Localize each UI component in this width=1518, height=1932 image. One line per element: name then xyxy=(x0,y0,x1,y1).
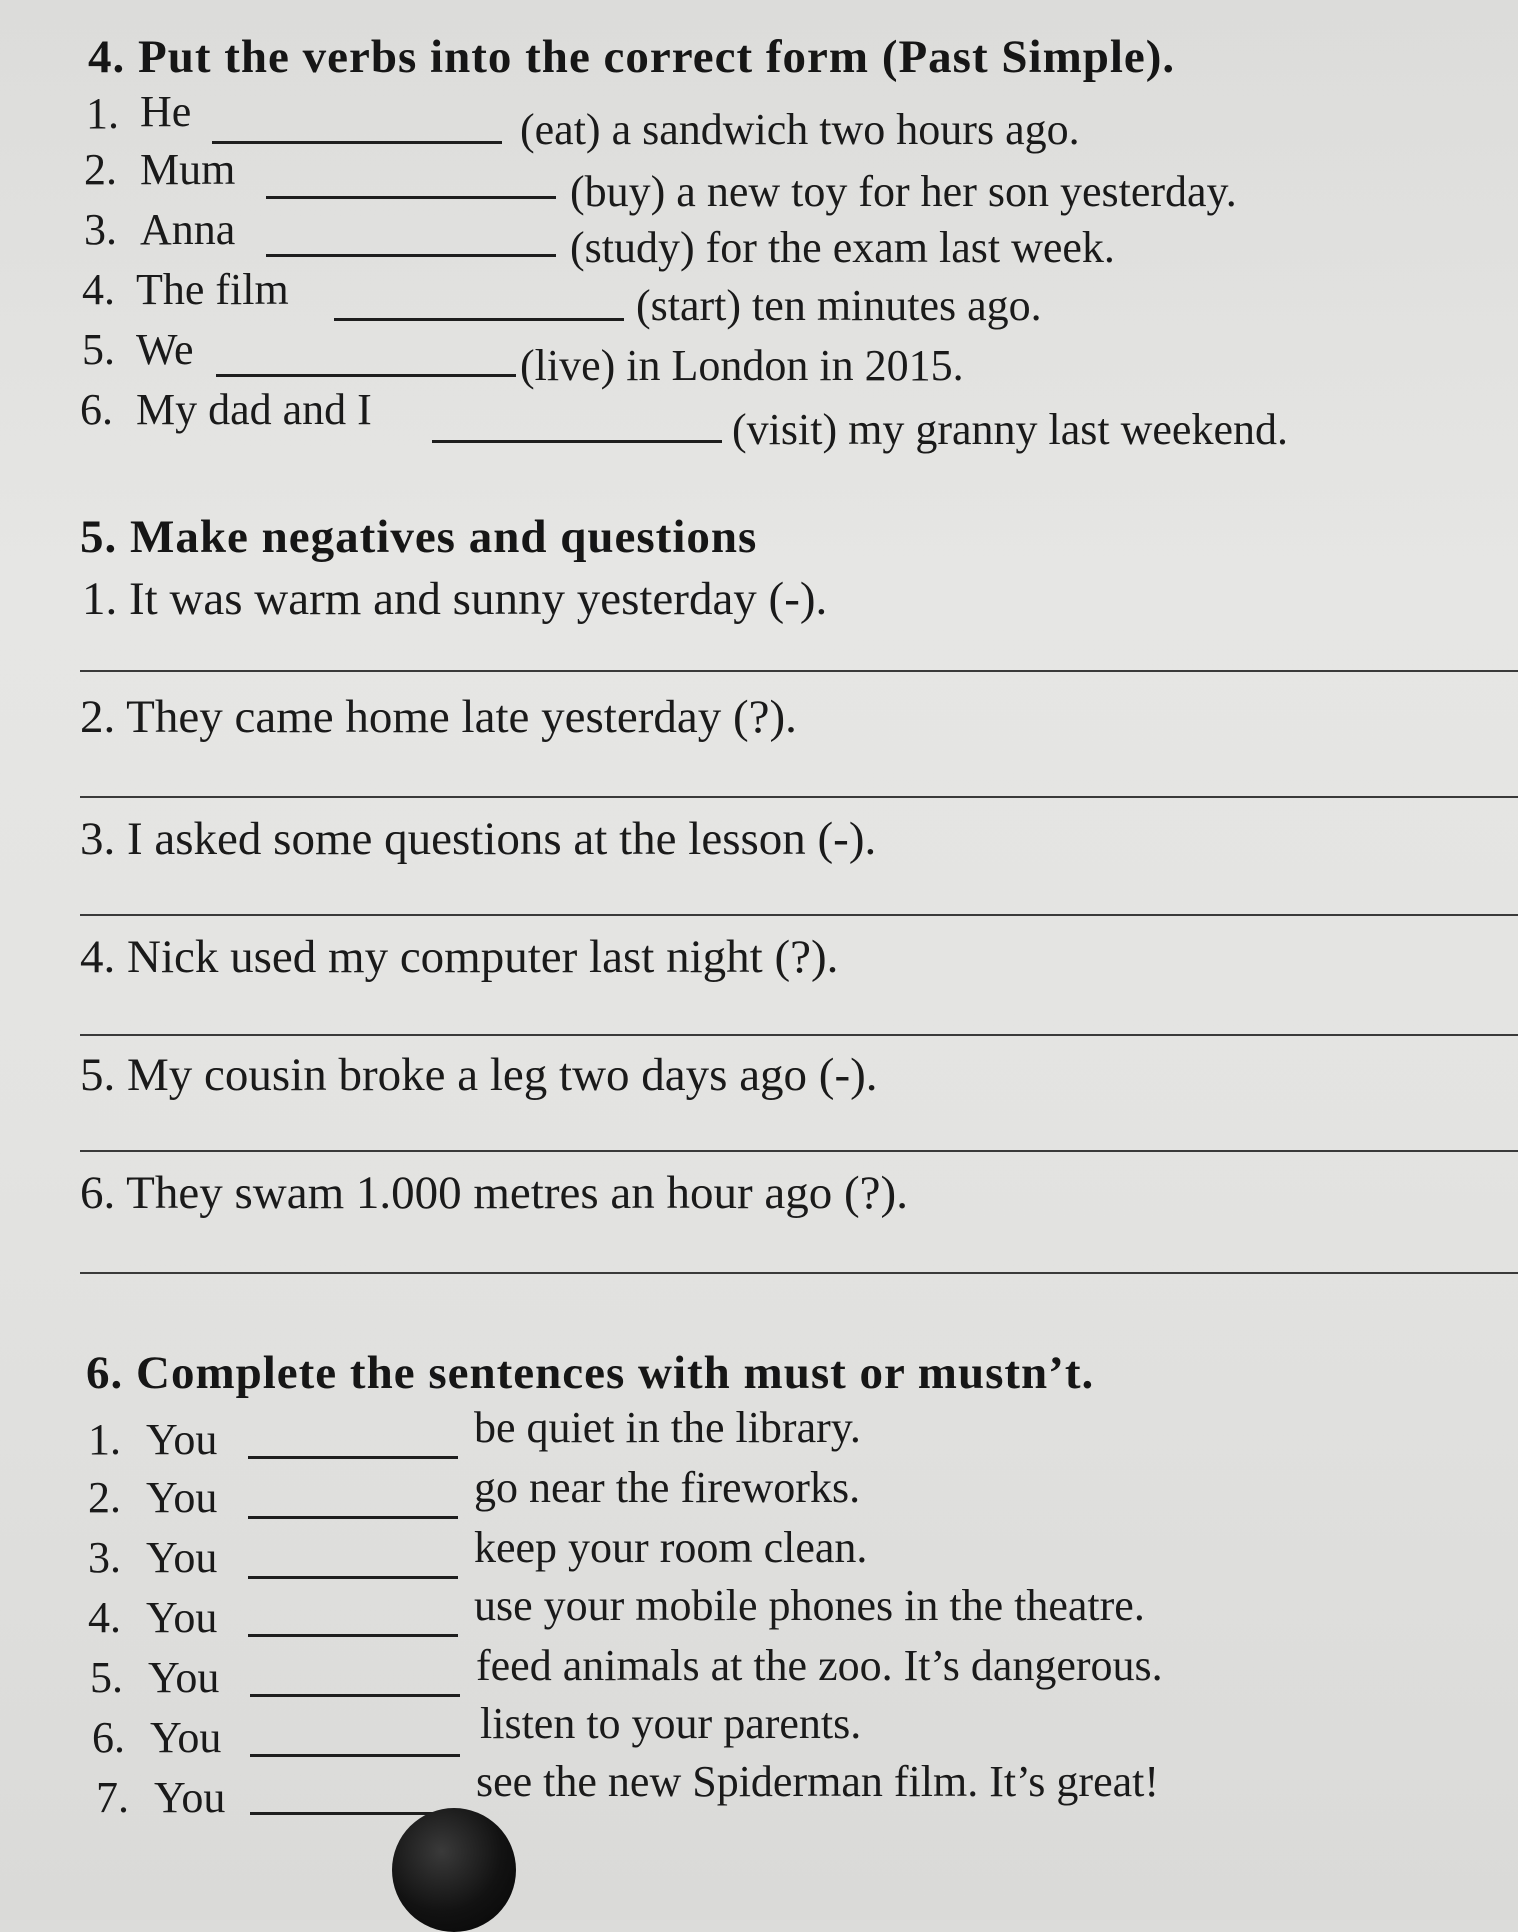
item-subject: He xyxy=(140,87,192,136)
item-number: 3. xyxy=(88,1533,121,1582)
exercise-5-item-5: 5. My cousin broke a leg two days ago (-). xyxy=(80,1049,878,1101)
item-number: 5. xyxy=(82,325,115,374)
item-subject: You xyxy=(146,1473,218,1522)
item-number: 1. xyxy=(86,89,119,138)
dark-round-object xyxy=(392,1808,516,1932)
item-prompt: use your mobile phones in the theatre. xyxy=(474,1581,1145,1630)
item-number: 6. xyxy=(80,385,113,434)
answer-line[interactable] xyxy=(80,1150,1518,1152)
answer-line[interactable] xyxy=(80,796,1518,798)
answer-blank[interactable] xyxy=(432,440,722,443)
answer-blank[interactable] xyxy=(266,254,556,257)
section-6-heading: 6. Complete the sentences with must or mustn’t. xyxy=(86,1347,1095,1399)
item-prompt: (eat) a sandwich two hours ago. xyxy=(520,105,1080,154)
exercise-5-item-4: 4. Nick used my computer last night (?). xyxy=(80,931,839,983)
item-number: 7. xyxy=(96,1773,129,1822)
item-number: 2. xyxy=(88,1473,121,1522)
item-prompt: (study) for the exam last week. xyxy=(570,223,1115,272)
item-prompt: (live) in London in 2015. xyxy=(520,341,964,390)
item-prompt: feed animals at the zoo. It’s dangerous. xyxy=(476,1641,1163,1690)
item-subject: Anna xyxy=(140,205,236,254)
answer-blank[interactable] xyxy=(248,1634,458,1637)
item-number: 3. xyxy=(84,205,117,254)
section-5-heading: 5. Make negatives and questions xyxy=(80,511,758,563)
item-subject: You xyxy=(146,1533,218,1582)
section-4-heading: 4. Put the verbs into the correct form (Past Simple). xyxy=(88,31,1176,83)
answer-blank[interactable] xyxy=(250,1694,460,1697)
item-subject: You xyxy=(146,1415,218,1464)
answer-line[interactable] xyxy=(80,1272,1518,1274)
item-subject: My dad and I xyxy=(136,385,372,434)
exercise-5-item-2: 2. They came home late yesterday (?). xyxy=(80,691,797,743)
item-subject: We xyxy=(136,325,194,374)
item-prompt: (buy) a new toy for her son yesterday. xyxy=(570,167,1237,216)
answer-line[interactable] xyxy=(80,1034,1518,1036)
item-prompt: listen to your parents. xyxy=(480,1699,862,1748)
item-number: 4. xyxy=(82,265,115,314)
exercise-5-item-1: 1. It was warm and sunny yesterday (-). xyxy=(82,573,828,625)
answer-blank[interactable] xyxy=(266,196,556,199)
exercise-5-item-3: 3. I asked some questions at the lesson (-). xyxy=(80,813,877,865)
item-prompt: (start) ten minutes ago. xyxy=(636,281,1042,330)
item-subject: The film xyxy=(136,265,289,314)
item-prompt: be quiet in the library. xyxy=(474,1403,861,1452)
answer-blank[interactable] xyxy=(248,1576,458,1579)
item-subject: You xyxy=(154,1773,226,1822)
answer-blank[interactable] xyxy=(216,374,516,377)
answer-blank[interactable] xyxy=(250,1754,460,1757)
answer-line[interactable] xyxy=(80,914,1518,916)
item-prompt: go near the fireworks. xyxy=(474,1463,861,1512)
answer-blank[interactable] xyxy=(248,1456,458,1459)
item-number: 1. xyxy=(88,1415,121,1464)
item-prompt: (visit) my granny last weekend. xyxy=(732,405,1288,454)
item-prompt: see the new Spiderman film. It’s great! xyxy=(476,1757,1160,1806)
item-number: 2. xyxy=(84,145,117,194)
exercise-5-item-6: 6. They swam 1.000 metres an hour ago (?). xyxy=(80,1167,908,1219)
answer-blank[interactable] xyxy=(248,1516,458,1519)
item-subject: You xyxy=(150,1713,222,1762)
item-number: 4. xyxy=(88,1593,121,1642)
item-prompt: keep your room clean. xyxy=(474,1523,868,1572)
item-number: 6. xyxy=(92,1713,125,1762)
answer-blank[interactable] xyxy=(334,318,624,321)
item-subject: You xyxy=(148,1653,220,1702)
answer-line[interactable] xyxy=(80,670,1518,672)
answer-blank[interactable] xyxy=(212,141,502,144)
item-subject: Mum xyxy=(140,145,236,194)
item-subject: You xyxy=(146,1593,218,1642)
item-number: 5. xyxy=(90,1653,123,1702)
